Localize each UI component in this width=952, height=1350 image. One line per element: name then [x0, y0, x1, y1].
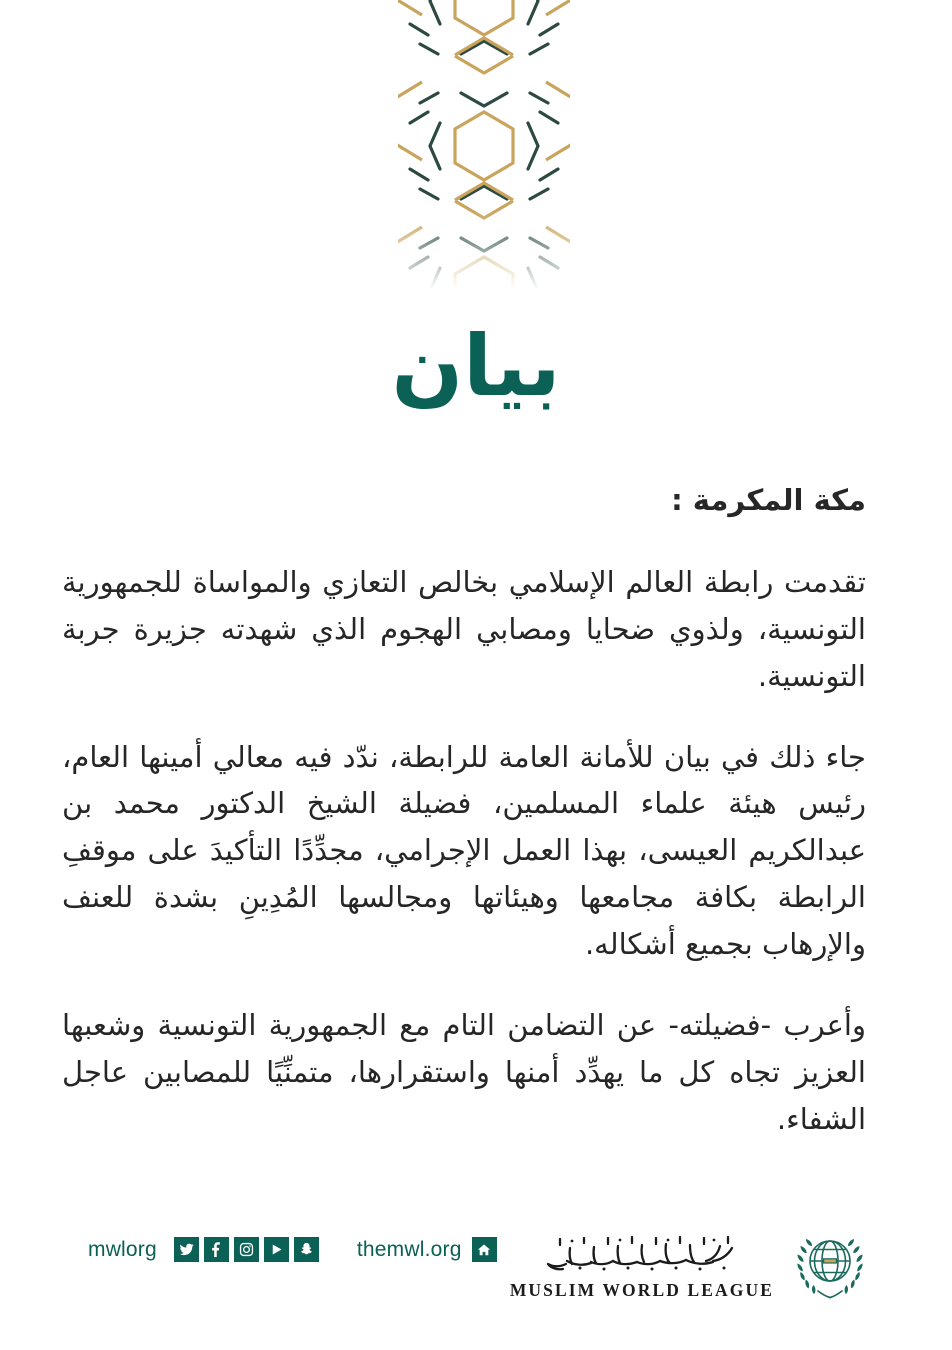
instagram-icon[interactable] — [234, 1237, 259, 1262]
twitter-icon[interactable] — [174, 1237, 199, 1262]
social-icon-row — [174, 1237, 319, 1262]
statement-paragraph: جاء ذلك في بيان للأمانة العامة للرابطة، ندّد فيه معالي أمينها العام، رئيس هيئة علماء المسلمين، فضيلة الشيخ الدكتور محمد بن عبدالكريم العيسى، بهذا العمل الإجرامي، مجدِّدًا التأكيدَ على موقفِ الرابطة بكافة مجامعها وهيئاتها ومجالسها المُدِينِ بشدة للعنف والإرهاب بجميع أشكاله. — [62, 739, 866, 962]
footer — [0, 1225, 952, 1335]
home-icon[interactable] — [472, 1237, 497, 1262]
statement-paragraph: تقدمت رابطة العالم الإسلامي بخالص التعازي والمواساة للجمهورية التونسية، ولذوي ضحايا ومصابي الهجوم الذي شهدته جزيرة جربة التونسية. — [62, 564, 866, 693]
page-title: بيان — [391, 317, 561, 415]
facebook-icon[interactable] — [204, 1237, 229, 1262]
globe-laurel-wreath-emblem — [788, 1225, 872, 1309]
dateline: مكة المكرمة : — [671, 483, 866, 517]
title-container — [0, 317, 952, 415]
logo-arabic-calligraphy — [510, 1234, 774, 1278]
social-links-group — [88, 1237, 497, 1262]
website-url: themwl.org — [356, 1237, 462, 1261]
statement-paragraph: وأعرب -فضيلته- عن التضامن التام مع الجمهورية التونسية وشعبها العزيز تجاه كل ما يهدِّد أمنها واستقرارها، متمنِّيًا للمصابين عاجل الشفاء. — [62, 1008, 866, 1137]
website-link-group[interactable] — [357, 1237, 497, 1262]
youtube-icon[interactable] — [264, 1237, 289, 1262]
statement-body — [62, 480, 866, 1143]
logo-text-group — [510, 1234, 774, 1301]
logo-english-name: MUSLIM WORLD LEAGUE — [509, 1279, 774, 1300]
social-handle: mwlorg — [88, 1237, 157, 1261]
header-ornament-pattern — [398, 0, 570, 290]
organization-logo — [510, 1225, 872, 1309]
snapchat-icon[interactable] — [294, 1237, 319, 1262]
